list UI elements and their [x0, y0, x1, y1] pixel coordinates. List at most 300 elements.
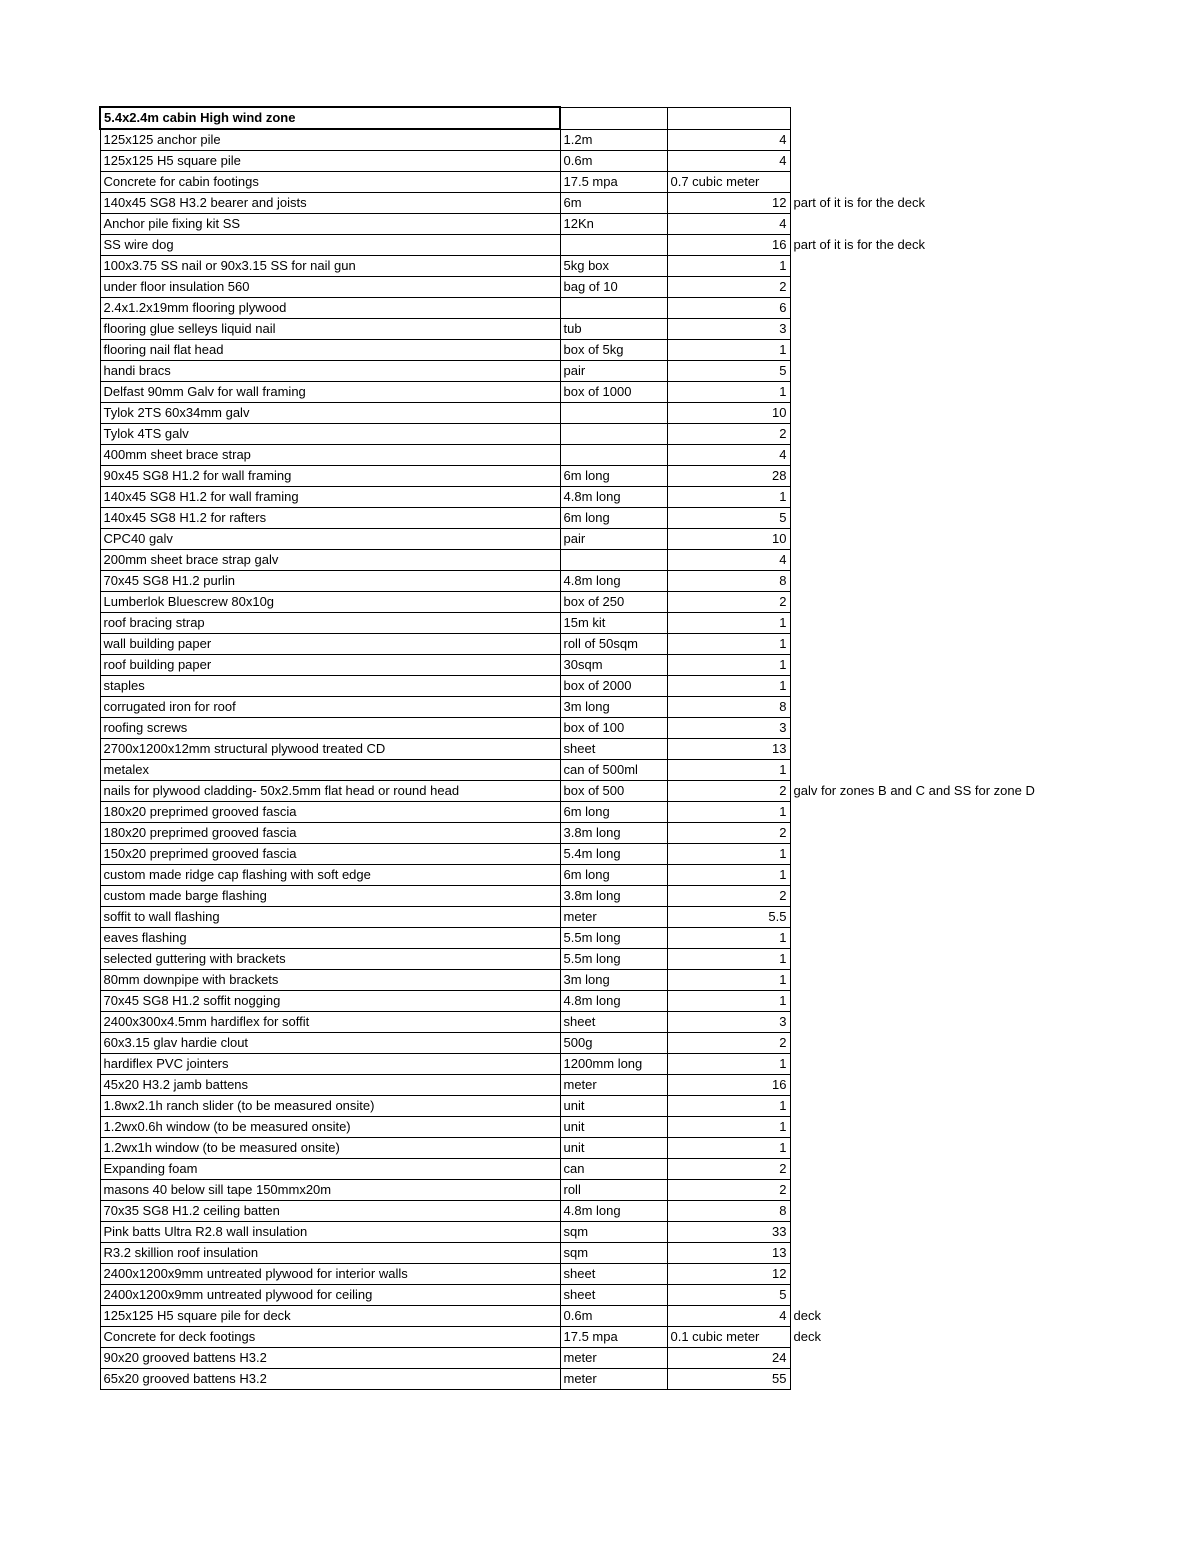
quantity-cell[interactable]: 0.1 cubic meter [667, 1327, 790, 1348]
unit-cell[interactable]: 500g [560, 1033, 667, 1054]
item-cell[interactable]: roofing screws [100, 718, 560, 739]
item-cell[interactable]: 45x20 H3.2 jamb battens [100, 1075, 560, 1096]
item-cell[interactable]: 2400x1200x9mm untreated plywood for ceiling [100, 1285, 560, 1306]
quantity-cell[interactable]: 1 [667, 949, 790, 970]
note-cell[interactable] [790, 1117, 1090, 1138]
item-cell[interactable]: Pink batts Ultra R2.8 wall insulation [100, 1222, 560, 1243]
quantity-cell[interactable]: 1 [667, 1138, 790, 1159]
item-cell[interactable]: roof bracing strap [100, 613, 560, 634]
unit-cell[interactable]: 3.8m long [560, 823, 667, 844]
table-row [100, 634, 1090, 655]
table-row [100, 550, 1090, 571]
note-cell[interactable] [790, 256, 1090, 277]
unit-cell[interactable]: 3m long [560, 697, 667, 718]
unit-cell[interactable]: box of 1000 [560, 382, 667, 403]
note-cell[interactable] [790, 361, 1090, 382]
item-cell[interactable]: Anchor pile fixing kit SS [100, 214, 560, 235]
item-cell[interactable]: eaves flashing [100, 928, 560, 949]
unit-cell[interactable]: sheet [560, 739, 667, 760]
quantity-cell[interactable]: 13 [667, 739, 790, 760]
note-cell[interactable] [790, 277, 1090, 298]
note-cell[interactable] [790, 1369, 1090, 1390]
unit-cell[interactable]: 4.8m long [560, 991, 667, 1012]
note-cell[interactable] [790, 1012, 1090, 1033]
unit-cell[interactable]: sheet [560, 1012, 667, 1033]
unit-cell[interactable]: sqm [560, 1243, 667, 1264]
unit-cell[interactable]: 6m long [560, 865, 667, 886]
note-cell[interactable] [790, 676, 1090, 697]
quantity-cell[interactable]: 4 [667, 129, 790, 151]
table-row [100, 739, 1090, 760]
quantity-cell[interactable]: 2 [667, 424, 790, 445]
note-cell[interactable] [790, 1243, 1090, 1264]
table-row [100, 1096, 1090, 1117]
unit-cell[interactable]: 6m [560, 193, 667, 214]
item-cell[interactable]: 70x35 SG8 H1.2 ceiling batten [100, 1201, 560, 1222]
quantity-cell[interactable]: 1 [667, 802, 790, 823]
note-cell[interactable] [790, 571, 1090, 592]
quantity-cell[interactable]: 55 [667, 1369, 790, 1390]
quantity-cell[interactable]: 5 [667, 508, 790, 529]
item-cell[interactable]: 400mm sheet brace strap [100, 445, 560, 466]
table-row [100, 571, 1090, 592]
table-row [100, 487, 1090, 508]
item-cell[interactable]: 1.8wx2.1h ranch slider (to be measured onsite) [100, 1096, 560, 1117]
unit-cell[interactable]: unit [560, 1117, 667, 1138]
item-cell[interactable]: Lumberlok Bluescrew 80x10g [100, 592, 560, 613]
table-row [100, 1348, 1090, 1369]
note-cell[interactable] [790, 382, 1090, 403]
table-header-row [100, 107, 1090, 129]
materials-table-body [100, 107, 1090, 1390]
item-cell[interactable]: custom made barge flashing [100, 886, 560, 907]
table-row [100, 1180, 1090, 1201]
unit-cell[interactable] [560, 403, 667, 424]
table-row [100, 718, 1090, 739]
table-row [100, 382, 1090, 403]
unit-cell[interactable]: roll [560, 1180, 667, 1201]
quantity-cell[interactable]: 8 [667, 571, 790, 592]
quantity-cell[interactable]: 1 [667, 676, 790, 697]
unit-cell[interactable]: 1200mm long [560, 1054, 667, 1075]
quantity-cell[interactable]: 1 [667, 760, 790, 781]
table-row [100, 529, 1090, 550]
item-cell[interactable]: Concrete for cabin footings [100, 172, 560, 193]
note-cell[interactable] [790, 214, 1090, 235]
note-cell[interactable] [790, 1054, 1090, 1075]
sheet-title-cell[interactable]: 5.4x2.4m cabin High wind zone [100, 107, 560, 129]
item-cell[interactable]: flooring glue selleys liquid nail [100, 319, 560, 340]
quantity-cell[interactable]: 0.7 cubic meter [667, 172, 790, 193]
unit-cell[interactable]: roll of 50sqm [560, 634, 667, 655]
quantity-cell[interactable]: 8 [667, 1201, 790, 1222]
unit-cell[interactable] [560, 424, 667, 445]
table-row [100, 256, 1090, 277]
item-cell[interactable]: 1.2wx0.6h window (to be measured onsite) [100, 1117, 560, 1138]
header-qty-cell[interactable] [667, 107, 790, 129]
quantity-cell[interactable]: 4 [667, 550, 790, 571]
item-cell[interactable]: R3.2 skillion roof insulation [100, 1243, 560, 1264]
unit-cell[interactable]: 5kg box [560, 256, 667, 277]
unit-cell[interactable]: 1.2m [560, 129, 667, 151]
quantity-cell[interactable]: 10 [667, 403, 790, 424]
unit-cell[interactable]: sheet [560, 1285, 667, 1306]
table-row [100, 865, 1090, 886]
note-cell[interactable] [790, 718, 1090, 739]
quantity-cell[interactable]: 13 [667, 1243, 790, 1264]
item-cell[interactable]: staples [100, 676, 560, 697]
item-cell[interactable]: 70x45 SG8 H1.2 purlin [100, 571, 560, 592]
unit-cell[interactable]: 0.6m [560, 1306, 667, 1327]
unit-cell[interactable]: 6m long [560, 466, 667, 487]
unit-cell[interactable]: 17.5 mpa [560, 172, 667, 193]
quantity-cell[interactable]: 8 [667, 697, 790, 718]
item-cell[interactable]: 100x3.75 SS nail or 90x3.15 SS for nail gun [100, 256, 560, 277]
table-row [100, 1054, 1090, 1075]
note-cell[interactable] [790, 949, 1090, 970]
materials-table [99, 106, 1091, 1390]
table-row [100, 235, 1090, 256]
note-cell[interactable] [790, 802, 1090, 823]
unit-cell[interactable]: 6m long [560, 802, 667, 823]
quantity-cell[interactable]: 24 [667, 1348, 790, 1369]
item-cell[interactable]: 140x45 SG8 H1.2 for wall framing [100, 487, 560, 508]
unit-cell[interactable]: tub [560, 319, 667, 340]
table-row [100, 1327, 1090, 1348]
item-cell[interactable]: 1.2wx1h window (to be measured onsite) [100, 1138, 560, 1159]
unit-cell[interactable]: 30sqm [560, 655, 667, 676]
table-row [100, 1117, 1090, 1138]
note-cell[interactable] [790, 445, 1090, 466]
note-cell[interactable] [790, 1159, 1090, 1180]
unit-cell[interactable]: unit [560, 1096, 667, 1117]
unit-cell[interactable] [560, 445, 667, 466]
quantity-cell[interactable]: 1 [667, 487, 790, 508]
table-row [100, 1264, 1090, 1285]
unit-cell[interactable]: 4.8m long [560, 1201, 667, 1222]
quantity-cell[interactable]: 1 [667, 1117, 790, 1138]
item-cell[interactable]: roof building paper [100, 655, 560, 676]
quantity-cell[interactable]: 16 [667, 1075, 790, 1096]
unit-cell[interactable]: 12Kn [560, 214, 667, 235]
quantity-cell[interactable]: 2 [667, 1180, 790, 1201]
item-cell[interactable]: 80mm downpipe with brackets [100, 970, 560, 991]
item-cell[interactable]: under floor insulation 560 [100, 277, 560, 298]
unit-cell[interactable]: meter [560, 1369, 667, 1390]
quantity-cell[interactable]: 1 [667, 844, 790, 865]
note-cell[interactable] [790, 319, 1090, 340]
table-row [100, 613, 1090, 634]
table-row [100, 298, 1090, 319]
table-row [100, 949, 1090, 970]
item-cell[interactable]: wall building paper [100, 634, 560, 655]
note-cell[interactable] [790, 1138, 1090, 1159]
item-cell[interactable]: Expanding foam [100, 1159, 560, 1180]
quantity-cell[interactable]: 10 [667, 529, 790, 550]
unit-cell[interactable]: meter [560, 907, 667, 928]
table-row [100, 129, 1090, 151]
table-row [100, 823, 1090, 844]
quantity-cell[interactable]: 5 [667, 361, 790, 382]
quantity-cell[interactable]: 2 [667, 1033, 790, 1054]
quantity-cell[interactable]: 1 [667, 970, 790, 991]
note-cell[interactable] [790, 739, 1090, 760]
table-row [100, 466, 1090, 487]
note-cell[interactable] [790, 991, 1090, 1012]
item-cell[interactable]: Tylok 4TS galv [100, 424, 560, 445]
unit-cell[interactable]: 5.4m long [560, 844, 667, 865]
note-cell[interactable] [790, 760, 1090, 781]
note-cell[interactable] [790, 1264, 1090, 1285]
note-cell[interactable] [790, 886, 1090, 907]
note-cell[interactable] [790, 1180, 1090, 1201]
note-cell[interactable]: galv for zones B and C and SS for zone D [793, 783, 1035, 798]
unit-cell[interactable] [560, 235, 667, 256]
note-cell[interactable] [790, 529, 1090, 550]
table-row [100, 445, 1090, 466]
table-row [100, 928, 1090, 949]
unit-cell[interactable]: 6m long [560, 508, 667, 529]
note-cell[interactable] [790, 487, 1090, 508]
table-row [100, 655, 1090, 676]
item-cell[interactable]: 180x20 preprimed grooved fascia [100, 802, 560, 823]
quantity-cell[interactable]: 3 [667, 718, 790, 739]
unit-cell[interactable]: pair [560, 361, 667, 382]
quantity-cell[interactable]: 2 [667, 781, 790, 802]
unit-cell[interactable]: 5.5m long [560, 928, 667, 949]
quantity-cell[interactable]: 6 [667, 298, 790, 319]
note-cell[interactable] [790, 298, 1090, 319]
note-cell[interactable] [790, 151, 1090, 172]
unit-cell[interactable]: meter [560, 1348, 667, 1369]
unit-cell[interactable]: box of 500 [560, 781, 667, 802]
table-row [100, 1012, 1090, 1033]
item-cell[interactable]: 90x45 SG8 H1.2 for wall framing [100, 466, 560, 487]
table-row [100, 1369, 1090, 1390]
unit-cell[interactable]: box of 2000 [560, 676, 667, 697]
table-row [100, 361, 1090, 382]
note-cell[interactable] [790, 865, 1090, 886]
note-cell[interactable] [790, 1033, 1090, 1054]
quantity-cell[interactable]: 5 [667, 1285, 790, 1306]
item-cell[interactable]: handi bracs [100, 361, 560, 382]
item-cell[interactable]: soffit to wall flashing [100, 907, 560, 928]
table-row [100, 1075, 1090, 1096]
item-cell[interactable]: 90x20 grooved battens H3.2 [100, 1348, 560, 1369]
table-row [100, 1306, 1090, 1327]
note-cell[interactable] [790, 907, 1090, 928]
note-cell[interactable] [790, 1201, 1090, 1222]
note-cell[interactable]: part of it is for the deck [793, 237, 926, 252]
item-cell[interactable]: 140x45 SG8 H1.2 for rafters [100, 508, 560, 529]
table-row [100, 676, 1090, 697]
table-row [100, 1222, 1090, 1243]
item-cell[interactable]: custom made ridge cap flashing with soft edge [100, 865, 560, 886]
note-cell[interactable] [790, 129, 1090, 151]
note-cell[interactable] [790, 1348, 1090, 1369]
unit-cell[interactable]: 4.8m long [560, 571, 667, 592]
quantity-cell[interactable]: 1 [667, 655, 790, 676]
quantity-cell[interactable]: 3 [667, 1012, 790, 1033]
note-cell[interactable] [790, 1222, 1090, 1243]
note-cell[interactable] [790, 466, 1090, 487]
note-cell[interactable] [790, 697, 1090, 718]
item-cell[interactable]: 70x45 SG8 H1.2 soffit nogging [100, 991, 560, 1012]
table-row [100, 991, 1090, 1012]
quantity-cell[interactable]: 1 [667, 634, 790, 655]
unit-cell[interactable]: can [560, 1159, 667, 1180]
item-cell[interactable]: 2700x1200x12mm structural plywood treated CD [100, 739, 560, 760]
table-row [100, 1138, 1090, 1159]
item-cell[interactable]: 140x45 SG8 H3.2 bearer and joists [100, 193, 560, 214]
unit-cell[interactable]: meter [560, 1075, 667, 1096]
table-row [100, 340, 1090, 361]
quantity-cell[interactable]: 4 [667, 1306, 790, 1327]
unit-cell[interactable]: pair [560, 529, 667, 550]
unit-cell[interactable] [560, 298, 667, 319]
item-cell[interactable]: selected guttering with brackets [100, 949, 560, 970]
item-cell[interactable]: nails for plywood cladding- 50x2.5mm flat head or round head [100, 781, 560, 802]
note-cell[interactable] [790, 1096, 1090, 1117]
quantity-cell[interactable]: 2 [667, 592, 790, 613]
item-cell[interactable]: 200mm sheet brace strap galv [100, 550, 560, 571]
note-cell[interactable] [790, 928, 1090, 949]
item-cell[interactable]: hardiflex PVC jointers [100, 1054, 560, 1075]
table-row [100, 151, 1090, 172]
unit-cell[interactable]: box of 100 [560, 718, 667, 739]
item-cell[interactable]: 2.4x1.2x19mm flooring plywood [100, 298, 560, 319]
item-cell[interactable]: Concrete for deck footings [100, 1327, 560, 1348]
note-cell[interactable] [790, 655, 1090, 676]
note-cell[interactable] [790, 823, 1090, 844]
item-cell[interactable]: CPC40 galv [100, 529, 560, 550]
item-cell[interactable]: flooring nail flat head [100, 340, 560, 361]
table-row [100, 592, 1090, 613]
unit-cell[interactable]: 5.5m long [560, 949, 667, 970]
quantity-cell[interactable]: 1 [667, 613, 790, 634]
unit-cell[interactable]: sheet [560, 1264, 667, 1285]
table-row [100, 697, 1090, 718]
unit-cell[interactable]: sqm [560, 1222, 667, 1243]
item-cell[interactable]: SS wire dog [100, 235, 560, 256]
quantity-cell[interactable]: 4 [667, 151, 790, 172]
unit-cell[interactable]: bag of 10 [560, 277, 667, 298]
unit-cell[interactable]: box of 250 [560, 592, 667, 613]
header-note-cell[interactable] [790, 107, 1090, 129]
table-row [100, 802, 1090, 823]
item-cell[interactable]: 180x20 preprimed grooved fascia [100, 823, 560, 844]
unit-cell[interactable]: 4.8m long [560, 487, 667, 508]
note-cell[interactable] [790, 172, 1090, 193]
unit-cell[interactable] [560, 550, 667, 571]
unit-cell[interactable]: box of 5kg [560, 340, 667, 361]
quantity-cell[interactable]: 1 [667, 340, 790, 361]
item-cell[interactable]: 60x3.15 glav hardie clout [100, 1033, 560, 1054]
note-cell[interactable]: deck [793, 1308, 821, 1323]
unit-cell[interactable]: 15m kit [560, 613, 667, 634]
quantity-cell[interactable]: 4 [667, 214, 790, 235]
table-row [100, 172, 1090, 193]
note-cell[interactable]: deck [793, 1329, 821, 1344]
quantity-cell[interactable]: 2 [667, 1159, 790, 1180]
quantity-cell[interactable]: 3 [667, 319, 790, 340]
unit-cell[interactable]: 17.5 mpa [560, 1327, 667, 1348]
quantity-cell[interactable]: 5.5 [667, 907, 790, 928]
item-cell[interactable]: 65x20 grooved battens H3.2 [100, 1369, 560, 1390]
quantity-cell[interactable]: 4 [667, 445, 790, 466]
table-row [100, 424, 1090, 445]
quantity-cell[interactable]: 12 [667, 193, 790, 214]
quantity-cell[interactable]: 2 [667, 277, 790, 298]
note-cell[interactable] [790, 1285, 1090, 1306]
unit-cell[interactable]: 0.6m [560, 151, 667, 172]
table-row [100, 886, 1090, 907]
note-cell[interactable] [790, 613, 1090, 634]
note-cell[interactable] [790, 508, 1090, 529]
table-row [100, 781, 1090, 802]
note-cell[interactable] [790, 844, 1090, 865]
item-cell[interactable]: corrugated iron for roof [100, 697, 560, 718]
item-cell[interactable]: Tylok 2TS 60x34mm galv [100, 403, 560, 424]
item-cell[interactable]: Delfast 90mm Galv for wall framing [100, 382, 560, 403]
quantity-cell[interactable]: 12 [667, 1264, 790, 1285]
table-row [100, 277, 1090, 298]
item-cell[interactable]: 2400x1200x9mm untreated plywood for interior walls [100, 1264, 560, 1285]
quantity-cell[interactable]: 1 [667, 1096, 790, 1117]
table-row [100, 1285, 1090, 1306]
note-cell[interactable] [790, 970, 1090, 991]
quantity-cell[interactable]: 2 [667, 886, 790, 907]
quantity-cell[interactable]: 1 [667, 1054, 790, 1075]
item-cell[interactable]: 125x125 anchor pile [100, 129, 560, 151]
quantity-cell[interactable]: 33 [667, 1222, 790, 1243]
unit-cell[interactable]: 3.8m long [560, 886, 667, 907]
note-cell[interactable] [790, 592, 1090, 613]
table-row [100, 214, 1090, 235]
item-cell[interactable]: metalex [100, 760, 560, 781]
note-cell[interactable] [790, 403, 1090, 424]
table-row [100, 1243, 1090, 1264]
item-cell[interactable]: 125x125 H5 square pile [100, 151, 560, 172]
note-cell[interactable] [790, 340, 1090, 361]
table-row [100, 970, 1090, 991]
unit-cell[interactable]: can of 500ml [560, 760, 667, 781]
quantity-cell[interactable]: 1 [667, 991, 790, 1012]
quantity-cell[interactable]: 1 [667, 865, 790, 886]
note-cell[interactable]: part of it is for the deck [793, 195, 926, 210]
note-cell[interactable] [790, 634, 1090, 655]
item-cell[interactable]: masons 40 below sill tape 150mmx20m [100, 1180, 560, 1201]
quantity-cell[interactable]: 1 [667, 256, 790, 277]
unit-cell[interactable]: 3m long [560, 970, 667, 991]
table-row [100, 844, 1090, 865]
note-cell[interactable] [790, 1075, 1090, 1096]
table-row [100, 403, 1090, 424]
note-cell[interactable] [790, 550, 1090, 571]
unit-cell[interactable]: unit [560, 1138, 667, 1159]
quantity-cell[interactable]: 28 [667, 466, 790, 487]
quantity-cell[interactable]: 1 [667, 928, 790, 949]
quantity-cell[interactable]: 16 [667, 235, 790, 256]
item-cell[interactable]: 150x20 preprimed grooved fascia [100, 844, 560, 865]
quantity-cell[interactable]: 2 [667, 823, 790, 844]
table-row [100, 1033, 1090, 1054]
item-cell[interactable]: 125x125 H5 square pile for deck [100, 1306, 560, 1327]
item-cell[interactable]: 2400x300x4.5mm hardiflex for soffit [100, 1012, 560, 1033]
quantity-cell[interactable]: 1 [667, 382, 790, 403]
note-cell[interactable] [790, 424, 1090, 445]
header-unit-cell[interactable] [560, 107, 667, 129]
